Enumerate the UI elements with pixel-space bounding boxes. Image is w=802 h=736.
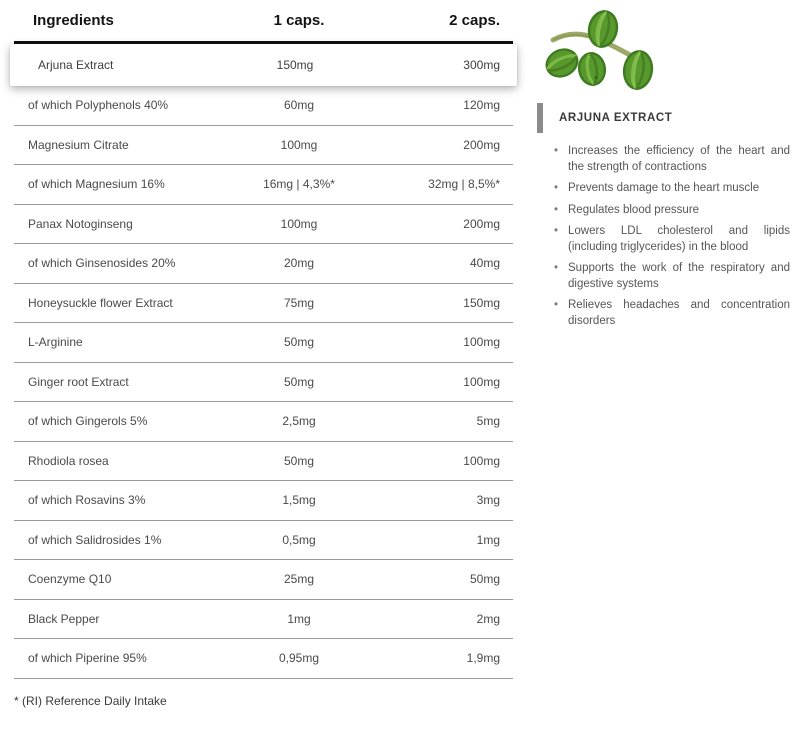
amount-2caps: 50mg bbox=[469, 572, 500, 587]
ingredient-name: Honeysuckle flower Extract bbox=[28, 295, 173, 310]
amount-2caps: 150mg bbox=[463, 295, 500, 310]
ingredients-table bbox=[14, 0, 513, 708]
ingredient-name: of which Piperine 95% bbox=[28, 651, 147, 666]
benefit-item: • Increases the efficiency of the heart and the strength of contractions bbox=[554, 144, 790, 175]
table-row bbox=[14, 639, 513, 679]
ingredient-name: L-Arginine bbox=[28, 335, 83, 350]
amount-2caps: 100mg bbox=[463, 453, 500, 468]
ingredient-name: of which Polyphenols 40% bbox=[28, 98, 169, 113]
amount-1caps: 1mg bbox=[287, 611, 311, 626]
col-header-2caps: 2 caps. bbox=[449, 12, 500, 29]
ingredient-name: of which Ginsenosides 20% bbox=[28, 256, 176, 271]
amount-1caps: 75mg bbox=[283, 295, 315, 310]
table-row bbox=[14, 363, 513, 403]
highlight-row-arjuna-extract bbox=[10, 44, 517, 86]
amount-2caps: 5mg bbox=[476, 414, 500, 429]
info-panel-header bbox=[537, 103, 790, 133]
amount-2caps: 200mg bbox=[463, 216, 500, 231]
table-row bbox=[14, 481, 513, 521]
benefit-item: • Prevents damage to the heart muscle bbox=[554, 181, 790, 197]
amount-1caps: 20mg bbox=[283, 256, 315, 271]
amount-2caps: 1mg bbox=[476, 532, 500, 547]
amount-1caps: 1,5mg bbox=[282, 493, 316, 508]
table-row bbox=[14, 126, 513, 166]
amount-1caps: 100mg bbox=[280, 216, 318, 231]
amount-2caps: 300mg bbox=[463, 58, 500, 72]
amount-2caps: 100mg bbox=[463, 335, 500, 350]
amount-2caps: 32mg | 8,5%* bbox=[428, 177, 500, 192]
amount-1caps: 0,5mg bbox=[282, 532, 316, 547]
amount-2caps: 100mg bbox=[463, 374, 500, 389]
arjuna-leaves-image bbox=[539, 6, 661, 94]
amount-2caps: 200mg bbox=[463, 137, 500, 152]
ingredient-name: of which Rosavins 3% bbox=[28, 493, 146, 508]
amount-2caps: 40mg bbox=[469, 256, 500, 271]
ingredient-name: Ginger root Extract bbox=[28, 374, 129, 389]
col-header-ingredients: Ingredients bbox=[33, 12, 114, 29]
ingredient-name: Arjuna Extract bbox=[38, 58, 114, 72]
reference-daily-intake-footnote: * (RI) Reference Daily Intake bbox=[14, 693, 167, 708]
table-row bbox=[14, 323, 513, 363]
ingredient-name: of which Gingerols 5% bbox=[28, 414, 148, 429]
amount-1caps: 50mg bbox=[283, 335, 315, 350]
amount-1caps: 60mg bbox=[283, 98, 315, 113]
ingredient-name: of which Magnesium 16% bbox=[28, 177, 165, 192]
ingredient-name: Magnesium Citrate bbox=[28, 137, 129, 152]
benefit-item: • Regulates blood pressure bbox=[554, 203, 790, 219]
amount-2caps: 1,9mg bbox=[466, 651, 500, 666]
amount-1caps: 0,95mg bbox=[278, 651, 320, 666]
table-row bbox=[14, 521, 513, 561]
ingredient-name: Black Pepper bbox=[28, 611, 100, 626]
benefit-item: • Lowers LDL cholesterol and lipids (including triglycerides) in the blood bbox=[554, 224, 790, 255]
ingredient-name: of which Salidrosides 1% bbox=[28, 532, 162, 547]
ingredient-name: Panax Notoginseng bbox=[28, 216, 133, 231]
table-row bbox=[14, 560, 513, 600]
info-panel bbox=[537, 0, 790, 335]
table-row bbox=[14, 86, 513, 126]
amount-1caps: 25mg bbox=[283, 572, 315, 587]
amount-2caps: 120mg bbox=[463, 98, 500, 113]
benefits-list bbox=[537, 144, 790, 329]
ingredient-name: Coenzyme Q10 bbox=[28, 572, 112, 587]
table-row bbox=[14, 600, 513, 640]
leaf-left bbox=[541, 43, 584, 83]
table-header-row bbox=[14, 0, 513, 44]
info-panel-title: ARJUNA EXTRACT bbox=[559, 112, 673, 124]
amount-1caps: 2,5mg bbox=[282, 414, 316, 429]
table-body bbox=[14, 86, 513, 679]
amount-1caps: 50mg bbox=[283, 374, 315, 389]
leaf-middle bbox=[576, 50, 608, 88]
ingredient-name: Rhodiola rosea bbox=[28, 453, 109, 468]
amount-1caps: 16mg | 4,3%* bbox=[263, 177, 335, 192]
amount-1caps: 150mg bbox=[276, 58, 314, 72]
table-row bbox=[14, 284, 513, 324]
benefit-item: • Relieves headaches and concentration disorders bbox=[554, 298, 790, 329]
table-row bbox=[14, 165, 513, 205]
table-row bbox=[14, 402, 513, 442]
amount-1caps: 100mg bbox=[280, 137, 318, 152]
table-row bbox=[14, 244, 513, 284]
col-header-1caps: 1 caps. bbox=[273, 12, 325, 29]
leaf-top bbox=[584, 7, 621, 50]
heading-accent-bar bbox=[537, 103, 543, 133]
amount-2caps: 2mg bbox=[476, 611, 500, 626]
benefit-item: • Supports the work of the respiratory and digestive systems bbox=[554, 261, 790, 292]
amount-1caps: 50mg bbox=[283, 453, 315, 468]
table-row bbox=[14, 205, 513, 245]
table-row bbox=[14, 442, 513, 482]
amount-2caps: 3mg bbox=[476, 493, 500, 508]
